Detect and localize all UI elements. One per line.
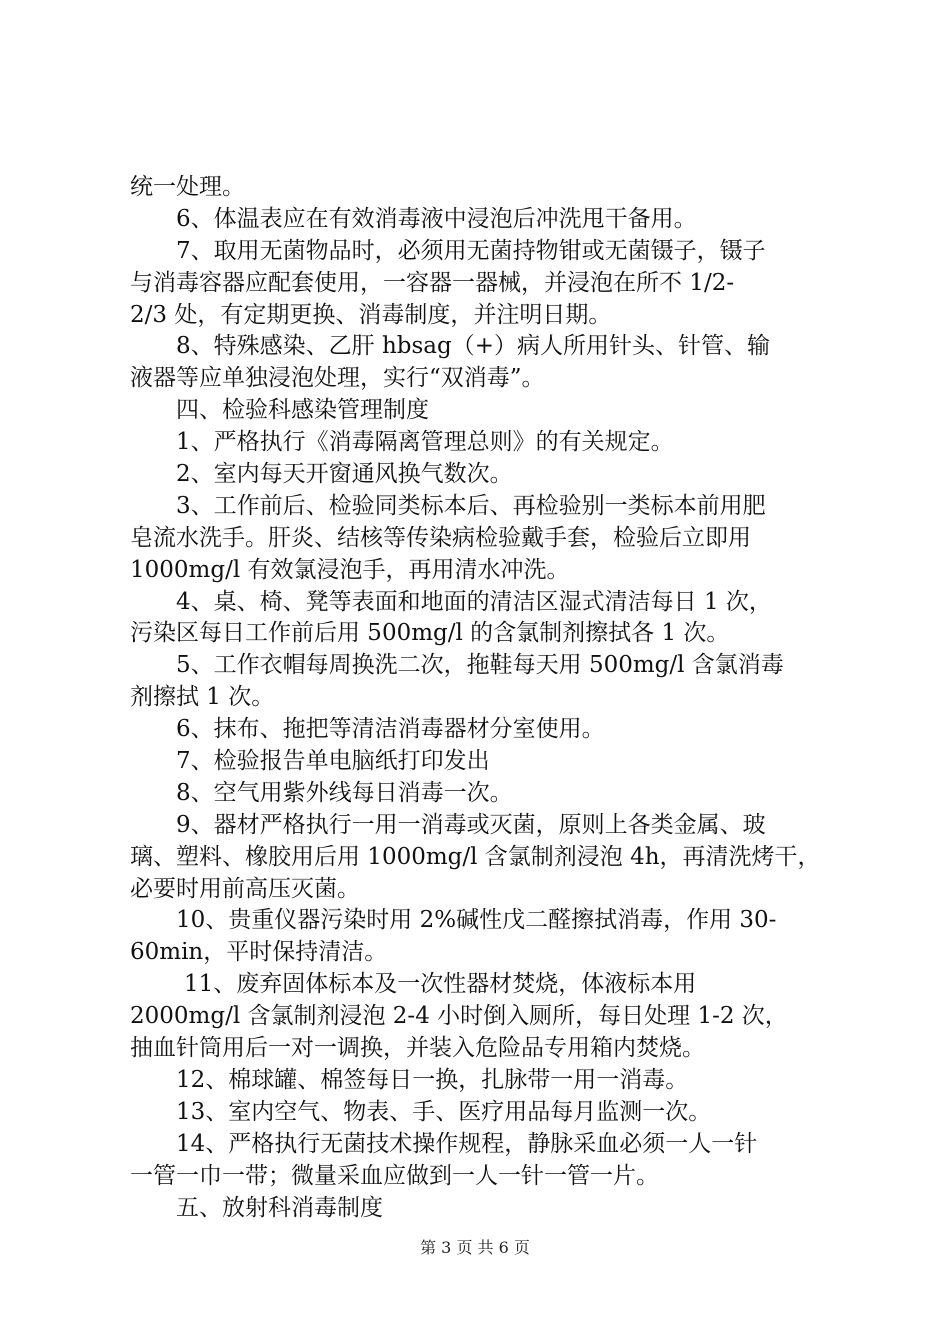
- document-body: [130, 172, 838, 1224]
- section-heading: 四、检验科感染管理制度: [176, 397, 429, 424]
- text-line: 60min，平时保持清洁。: [130, 939, 388, 966]
- text-line: 2、室内每天开窗通风换气数次。: [176, 461, 513, 488]
- text-line: 5、工作衣帽每周换洗二次，拖鞋每天用 500mg/l 含氯消毒: [176, 652, 784, 679]
- text-line: 7、检验报告单电脑纸打印发出: [176, 748, 490, 775]
- text-line: 液器等应单独浸泡处理，实行“双消毒”。: [130, 365, 545, 392]
- text-line: 7、取用无菌物品时，必须用无菌持物钳或无菌镊子，镊子: [176, 237, 766, 264]
- text-line: 13、室内空气、物表、手、医疗用品每月监测一次。: [176, 1098, 712, 1125]
- text-line: 3、工作前后、检验同类标本后、再检验别一类标本前用肥: [176, 492, 766, 519]
- text-line: 污染区每日工作前后用 500mg/l 的含氯制剂擦拭各 1 次。: [130, 620, 730, 647]
- text-line: 6、体温表应在有效消毒液中浸泡后冲洗甩干备用。: [176, 205, 697, 232]
- text-line: 必要时用前高压灭菌。: [130, 875, 360, 902]
- text-line: 9、器材严格执行一用一消毒或灭菌，原则上各类金属、玻: [176, 811, 766, 838]
- section-heading: 五、放射科消毒制度: [176, 1194, 383, 1221]
- text-line: 一管一巾一带；微量采血应做到一人一针一管一片。: [130, 1162, 659, 1189]
- text-line: 12、棉球罐、棉签每日一换，扎脉带一用一消毒。: [176, 1066, 689, 1093]
- text-line: 1000mg/l 有效氯浸泡手，再用清水冲洗。: [130, 556, 570, 583]
- text-line: 统一处理。: [130, 174, 245, 200]
- text-line: 璃、塑料、橡胶用后用 1000mg/l 含氯制剂浸泡 4h，再清洗烤干，: [130, 843, 821, 870]
- text-line: 6、抹布、拖把等清洁消毒器材分室使用。: [176, 716, 605, 743]
- text-line: 10、贵重仪器污染时用 2%碱性戊二醛擦拭消毒，作用 30-: [176, 907, 777, 934]
- page-number: 第 3 页 共 6 页: [420, 1238, 530, 1257]
- text-line: 1、严格执行《消毒隔离管理总则》的有关规定。: [176, 429, 674, 456]
- text-line: 抽血针筒用后一对一调换，并装入危险品专用箱内焚烧。: [130, 1035, 705, 1062]
- text-line: 8、特殊感染、乙肝 hbsag（+）病人所用针头、针管、输: [176, 333, 770, 360]
- text-line: 14、严格执行无菌技术操作规程，静脉采血必须一人一针: [176, 1130, 758, 1157]
- text-line: 11、废弃固体标本及一次性器材焚烧，体液标本用: [184, 971, 697, 998]
- text-line: 剂擦拭 1 次。: [130, 684, 275, 711]
- text-line: 与消毒容器应配套使用，一容器一器械，并浸泡在所不 1/2-: [130, 269, 735, 296]
- text-line: 2000mg/l 含氯制剂浸泡 2-4 小时倒入厕所，每日处理 1-2 次，: [130, 1003, 788, 1030]
- text-line: 4、桌、椅、凳等表面和地面的清洁区湿式清洁每日 1 次，: [176, 588, 772, 615]
- text-line: 8、空气用紫外线每日消毒一次。: [176, 779, 513, 806]
- text-line: 2/3 处，有定期更换、消毒制度，并注明日期。: [130, 301, 612, 328]
- text-line: 皂流水洗手。肝炎、结核等传染病检验戴手套，检验后立即用: [130, 524, 751, 551]
